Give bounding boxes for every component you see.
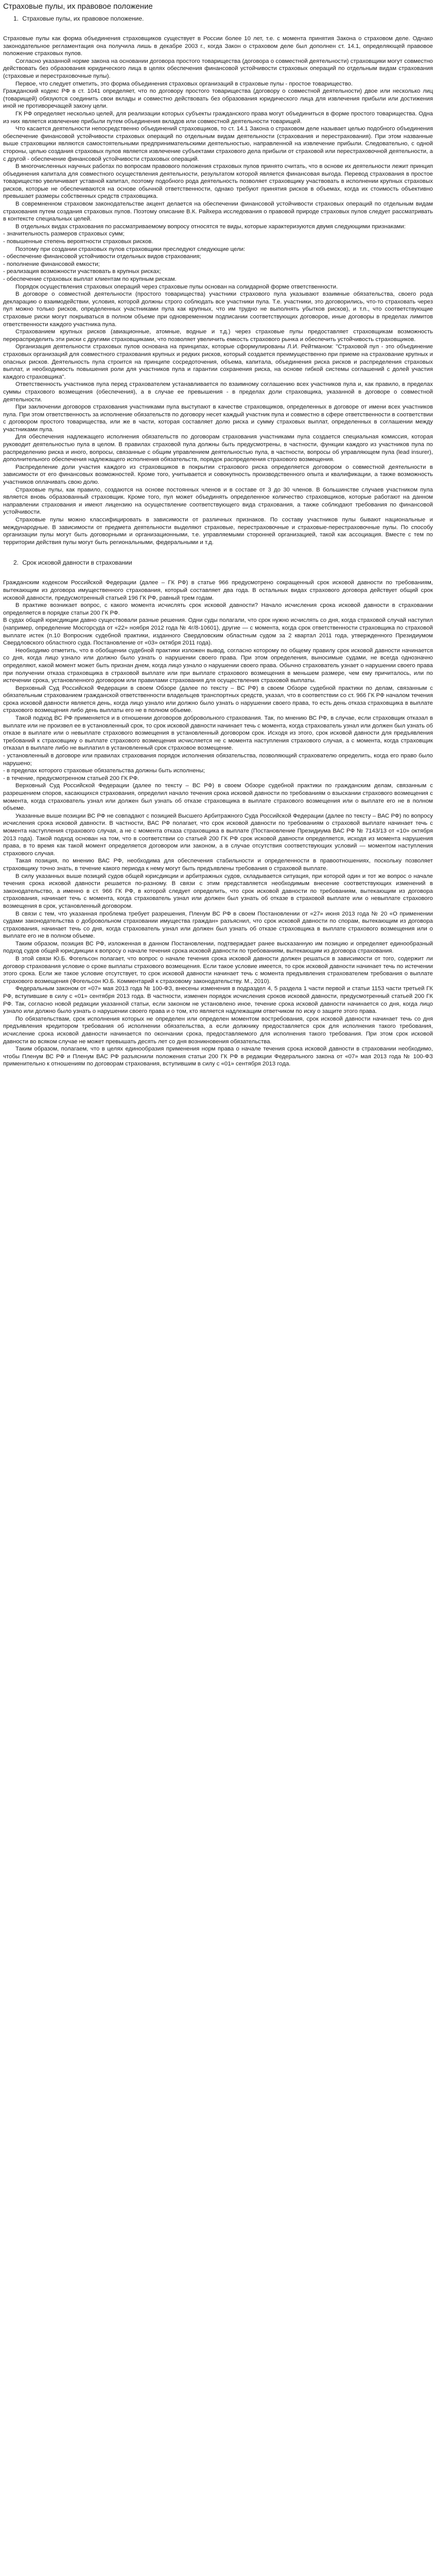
paragraph: Верховный Суд Российской Федерации в своем Обзоре (далее по тексту – ВС РФ) в своем Обзоре судебной практики по делам, связанным с обязательным страхованием гражданской ответственности владельцев транспортных средств, указал, что в соответствии со ст. 966 ГК РФ началом течения срока исковой давности является день, когда лицо узнало или должно было узнать о нарушении своего права, то есть день отказа страховщика в выплате страхового возмещения либо день выплаты его не в полном объеме. [3, 685, 433, 714]
paragraph: В договоре о совместной деятельности (простого товарищества) участники страхового пула указывают взаимные обязательства, своего рода декларацию о взаимодействии, условия, которой должны строго соблюдать все участники пула. Т.е. участники, это договорились, что-то страховать через пул можно только рисков, определенных участниками пула как крупных, что им трудно не выполнять убытков рисков), и т.п., что соответствующие страховые риски могут покрываться в полном объеме при одновременном подписании соответствующих договоров, иные договоры в пределах лимитов ответственности каждого участника пула. [3, 291, 433, 328]
paragraph: В многочисленных научных работах по вопросам правового положения страховых пулов принято считать, что в основе их деятельности лежит принцип объединения капитала для совместного осуществления деятельности, результатом которой является финансовая выгода. Перевод страхования в простое товарищество увеличивает уставной капитал, поэтому подобного рода деятельность позволяет страховщику участвовать в исполнении крупных страховых рисков, которые не обеспечиваются на основе обычной ответственности, однако требуют принятия рисков в объемах, когда их стоимость объективно превышает размеры собственных средств страховщика. [3, 163, 433, 200]
paragraph: Гражданский кодекс РФ в ст. 1041 определяет, что по договору простого товарищества (договору о совместной деятельности) двое или несколько лиц (товарищей) обязуются соединить свои вклады и совместно действовать без образования юридического лица для извлечения прибыли или достижения иной не противоречащей закону цели. [3, 88, 433, 110]
paragraph: В силу указанных выше позиций судов общей юрисдикции и арбитражных судов, складывается ситуация, при которой один и тот же вопрос о начале течения срока исковой давности решается по-разному. В связи с этим представляется необходимым внесение соответствующих изменений в законодательство, а именно в ст. 966 ГК РФ, в которой следует определить, что срок исковой давности по требованиям, вытекающим из договора страхования, начинает течь с момента, когда страхователь узнал или должен был узнать об отказе в страховой выплате или о невыплате страхового возмещения в срок, установленный договором. [3, 873, 433, 909]
paragraph: ГК РФ определяет несколько целей, для реализации которых субъекты гражданского права могут объединиться в форме простого товарищества. Одна из них является извлечение прибыли путем объединения вкладов или совместной деятельности товарищей. [3, 110, 433, 125]
paragraph: Указанные выше позиции ВС РФ не совпадают с позицией Высшего Арбитражного Суда Российской Федерации (далее по тексту – ВАС РФ) по вопросу исчисления срока исковой давности. В частности, ВАС РФ полагает, что срок исковой давности по требованиям о страховой выплате начинает течь с момента наступления страхового случая, а не с момента отказа страховщика в выплате (Постановление Президиума ВАС РФ № 7143/13 от «10» октября 2013 года). Такой подход основан на том, что в соответствии со статьей 200 ГК РФ срок исковой давности определяется, исходя из момента нарушения права, в то время как такой момент определяется договором или законом, а в случае отсутствия соответствующих условий — моментом наступления страхового случая. [3, 812, 433, 857]
paragraph: Страховые пулы как форма объединения страховщиков существует в России более 10 лет, т.е. с момента принятия Закона о страховом деле. Однако законодательное регламентация она получила лишь в декабре 2003 г., когда Закон о страховом деле был дополнен ст. 14.1, определяющей правовое положение страховых пулов. [3, 36, 433, 57]
paragraph: - установленный в договоре или правилах страхования порядок исполнения обязательства, позволяющий страхователю определить, когда его право было нарушено; [3, 753, 433, 767]
paragraph: Распределение доли участия каждого из страховщиков в покрытии страхового риска определяется договором о совместной деятельности в зависимости от его финансовых возможностей. Кроме того, учитывается и совокупность производственного опыта и квалификации, а также возможность участников оплачивать свою долю. [3, 464, 433, 486]
paragraph: Страхованием крупных рисков (авиационные, атомные, водные и т.д.) через страховые пулы предоставляет страховщикам возможность перераспределить эти риски с другими страховщиками, что позволяет увеличить емкость страхового рынка и обеспечить устойчивость страховщиков. [3, 329, 433, 343]
document-body [3, 14, 433, 1068]
paragraph: Поэтому при создании страховых пулов страховщики преследуют следующие цели: [15, 246, 246, 252]
paragraph: Для обеспечения надлежащего исполнения обязательств по договорам страхования участниками пула создается специальная комиссия, которая руководит деятельностью пула в целом. В правилах страховой пула должны быть предусмотрены, в частности, функции каждого из участников пула по распределению риска и иного, вопросы, связанные с общим управлением деятельностью пула, в частности, вопросы об управляющем пула (lead insurer), дополнительного обеспечения надлежащего исполнения обязательств, порядок распределения страхового возмещения. [3, 434, 433, 463]
paragraph: Таким образом, полагаем, что в целях единообразия применения норм права о начале течения срока исковой давности в страховании необходимо, чтобы Пленум ВС РФ и Пленум ВАС РФ разъяснили положения статьи 200 ГК РФ в редакции Федерального закона от «07» мая 2013 года № 100-ФЗ применительно к отношениям по договорам страхования, вступившим в силу с «01» сентября 2013 года. [3, 1046, 433, 1067]
section-2 [3, 558, 433, 1068]
paragraph: Федеральным законом от «07» мая 2013 года № 100-ФЗ, внесены изменения в подраздел 4, 5 раздела 1 части первой и статьи 1153 части третьей ГК РФ, вступившие в силу с «01» сентября 2013 года. В частности, изменен порядок исчисления сроков исковой давности, предусмотренный статьей 200 ГК РФ. Так, согласно новой редакции указанной статьи, если законом не установлено иное, течение срока исковой давности начинается со дня, когда лицо узнало или должно было узнать о нарушении своего права и о том, кто является надлежащим ответчиком по иску о защите этого права. [3, 986, 433, 1015]
paragraph: В практике возникает вопрос, с какого момента исчислять срок исковой давности? Начало исчисления срока исковой давности в страховании определяется в порядке статьи 200 ГК РФ. [3, 602, 433, 616]
paragraph: - реализация возможности участвовать в крупных рисках; [3, 268, 161, 275]
paragraph: - значительность размеров страховых сумм; [3, 231, 125, 238]
paragraph: Организация деятельности страховых пулов основана на принципах, которые сформулированы Л.И. Рейтманом: "Страховой пул - это объединение страховых организаций для совместного страхования крупных и редких рисков, который создается преимущественно при приеме на страхование крупных и опасных рисков. Деятельность пула строится на принципе сосредоточения, объема, капитала, объединения риска рисков и распределения страховых выплат, и необходимость повышения роли для участников пула и гарантии сохранения риска, на основе гибкой системы соглашений с долей участия каждого страховщика". [3, 344, 433, 380]
paragraph: При заключении договоров страхования участниками пула выступают в качестве страховщиков, определенных в договоре от имени всех участников пула. При этом ответственность за исполнение обязательств по договору несет каждый участник пула и совместно в сфере ответственности в соответствии с договором простого товарищества, или же в части, которая составляет долю риска и сумму страховых выплат, определенных в соглашении между участниками пула. [3, 404, 433, 433]
paragraph: Первое, что следует отметить, это форма объединения страховых организаций в страховые пулы - простое товарищество. [15, 80, 353, 87]
paragraph: Такой подход ВС РФ применяется и в отношении договоров добровольного страхования. Так, по мнению ВС РФ, в случае, если страховщик отказал в выплате или не произвел ее в установленный срок, то срок исковой давности начинает течь с момента, когда страхователь узнал или должен был узнать об отказе в выплате или о невыплате страхового возмещения в установленный договором срок. Исходя из этого, срок исковой давности для предъявления требований к страховщику о выплате страхового возмещения исчисляется не с момента наступления страхового случая, а с момента, когда страховщик отказал в выплате либо не выплатил в установленный срок страховое возмещение. [3, 715, 433, 752]
paragraph: Необходимо отметить, что в обобщении судебной практики изложен вывод, согласно которому по общему правилу срок исковой давности начинается со дня, когда лицо узнало или должно было узнать о нарушении своего права. При этом определения, выносимые судами, не всегда однозначно определяют, какой момент может быть признан днем, когда лицо узнало о нарушении своего права. Обычно страхователь узнает о нарушении своего права при получении отказа страховщика в страховой выплате или при выплате страхового возмещения в меньшем размере, чем ему причиталось, или по истечении срока, установленного договором или правилами страхования для осуществления страховой выплаты. [3, 647, 433, 684]
paragraph: По обязательствам, срок исполнения которых не определен или определен моментом востребования, срок исковой давности начинает течь со дня предъявления кредитором требования об исполнении обязательства, а если должнику предоставляется срок для исполнения такого требования, исчисление срока исковой давности начинается по окончании срока, предоставляемого для исполнения такого требования. При этом срок исковой давности во всяком случае не может превышать десять лет со дня возникновения обязательства. [3, 1015, 433, 1045]
section-heading-text: Срок исковой давности в страховании [22, 559, 132, 567]
section-heading [13, 558, 433, 567]
paragraph: Таким образом, позиция ВС РФ, изложенная в данном Постановлении, подтверждает ранее высказанную им позицию и определяет единообразный подход судов общей юрисдикции к вопросу о начале течения срока исковой давности по требованиям, вытекающим из договора страхования. [3, 940, 433, 955]
paragraph: Верховный Суд Российской Федерации (далее по тексту – ВС РФ) в своем Обзоре судебной практики по гражданским делам, связанным с разрешением споров, касающихся страхования, определил начало течения срока исковой давности по требованиям о взыскании страхового возмещения с момента, когда страхователь узнал или должен был узнать об отказе страховщика в выплате страхового возмещения или о выплате его не в полном объеме. [3, 783, 433, 812]
paragraph: В совремненном страховом законодательстве акцент делается на обеспечении финансовой устойчивости страховых операций по отдельным видам страхования путем создания страховых пулов. Поэтому описание В.К. Райхера исследования о правовой природе страховых пулов следует рассматривать в контексте специальных целей. [3, 201, 433, 223]
paragraph: В этой связи Ю.Б. Фогельсон полагает, что вопрос о начале течения срока исковой давности должен решаться в зависимости от того, содержит ли договор страхования условие о сроке выплаты страхового возмещения. Если такое условие имеется, то срок исковой давности начинает течь по истечении этого срока. Если же такое условие отсутствует, то срок исковой давности начинает течь с момента предъявления страхователем требования о выплате страхового возмещения (Фогельсон Ю.Б. Комментарий к страховому законодательству. М., 2010). [3, 956, 433, 985]
section-1 [3, 14, 433, 546]
paragraph: - в пределах которого страховые обязательства должны быть исполнены; [3, 768, 205, 774]
section-number: 2. [13, 559, 19, 567]
paragraph: Такая позиция, по мнению ВАС РФ, необходима для обеспечения стабильности и определенности в правоотношениях, поскольку позволяет страховщику точно знать, в течение какого периода к нему могут быть предъявлены требования о страховой выплате. [3, 858, 433, 872]
section-heading [13, 14, 433, 23]
paragraph: Согласно указанной норме закона на основании договора простого товарищества (договора о совместной деятельности) страховщики могут совместно действовать без образования юридического лица в целях обеспечения финансовой устойчивости страховых операций по отдельным видам страхования (страховые и перестраховочные пулы). [3, 58, 433, 79]
section-number: 1. [13, 15, 19, 22]
paragraph: В связи с тем, что указанная проблема требует разрешения, Пленум ВС РФ в своем Постановлении от «27» июня 2013 года № 20 «О применении судами законодательства о добровольном страховании имущества граждан» разъяснил, что срок исковой давности по спорам, вытекающим из договора страхования, начинает течь со дня, когда страхователь узнал или должен был узнать об отказе страховщика в выплате страхового возмещения или о выплате его не в полном объеме. [3, 910, 433, 940]
paragraph: В отдельных видах страхования по рассматриваемому вопросу относятся те виды, которые характеризуются двумя следующими признаками: [15, 223, 406, 230]
paragraph: Порядок осуществления страховых операций через страховые пулы основан на солидарной форме ответственности. [15, 283, 338, 290]
paragraph: - пополнение финансовой емкости; [3, 261, 100, 267]
paragraph: Страховые пулы можно классифицировать в зависимости от различных признаков. По составу участников пулы бывают национальные и международные. В зависимости от предмета деятельности выделяют страховые, перестраховочные и страховые-перестраховочные пулы. По способу организации пулы могут быть договорными и организационными, т.е. управляемыми сторонней организацией, такой как ассоциация. Вместе с тем по территории действия пулы могут быть региональными, федеральными и т.д. [3, 517, 433, 546]
paragraph: Гражданским кодексом Российской Федерации (далее – ГК РФ) в статье 966 предусмотрено сокращенный срок исковой давности по требованиям, вытекающим из договора имущественного страхования, который составляет два года. В остальных видах страхового договора действует общий срок исковой давности, предусмотренный статьей 196 ГК РФ, равный трем годам. [3, 580, 433, 601]
document-title: Страховые пулы, их правовое положение [3, 2, 153, 11]
paragraph: Ответственность участников пула перед страхователем устанавливается по взаимному соглашению всех участников пула и, как правило, в пределах суммы страхового возмещения (обеспечения), а в случае ее превышения - в пределах доли страховщика, указанной в договоре о совместной деятельности. [3, 381, 433, 403]
paragraph: - в течение, предусмотренном статьей 200 ГК РФ. [3, 775, 139, 782]
paragraph: - обеспечение финансовой устойчивости отдельных видов страхования; [3, 253, 201, 260]
paragraph: - обеспечение страховых выплат клиентам по крупным рискам. [3, 276, 177, 282]
paragraph: В судах общей юрисдикции давно существовали разные решения. Одни суды полагали, что срок нужно исчислять со дня, когда страховой случай наступил (например, определение Мосгорсуда от «22» ноября 2012 года № 4г/8-10601), другие — с момента, когда срок ответственности страховщика по страховой выплате истек (п.10 Вопросник судебной практики, изданного Свердловским областным судом за 2 квартал 2011 года, утвержденного Президиумом Свердловского областного суда. Постановление от «03» октября 2011 года). [3, 617, 433, 647]
paragraph: Страховые пулы, как правило, создаются на основе постоянных членов и в составе от 3 до 30 членов. В большинстве случаев участником пула является вновь образованный страховщик. Кроме того, пул может объединять определенное количество страховщиков, которые работают на данном направлении страхования и имеют лицензию на осуществление соответствующего вида страхования, а также соблюдают требования по финансовой устойчивости. [3, 486, 433, 516]
section-heading-text: Страховые пулы, их правовое положение. [22, 15, 144, 22]
paragraph: - повышенные степень вероятности страховых рисков. [3, 239, 153, 245]
paragraph: Что касается деятельности непосредственно объединений страховщиков, то ст. 14.1 Закона о страховом деле называет целью подобного объединения обеспечение финансовой устойчивости страховых операций по отдельным видам деятельности (страхования и перестрахования). При этом названные выше страховщики являются самостоятельными предпринимательскими деятельностью, направленной на извлечение прибыли. Следовательно, с одной стороны, целью создания страховых пулов является извлечение субъектами страхового дела прибыли от страховой или перестраховочной деятельности, а с другой - обеспечение финансовой устойчивости страховых операций. [3, 126, 433, 162]
